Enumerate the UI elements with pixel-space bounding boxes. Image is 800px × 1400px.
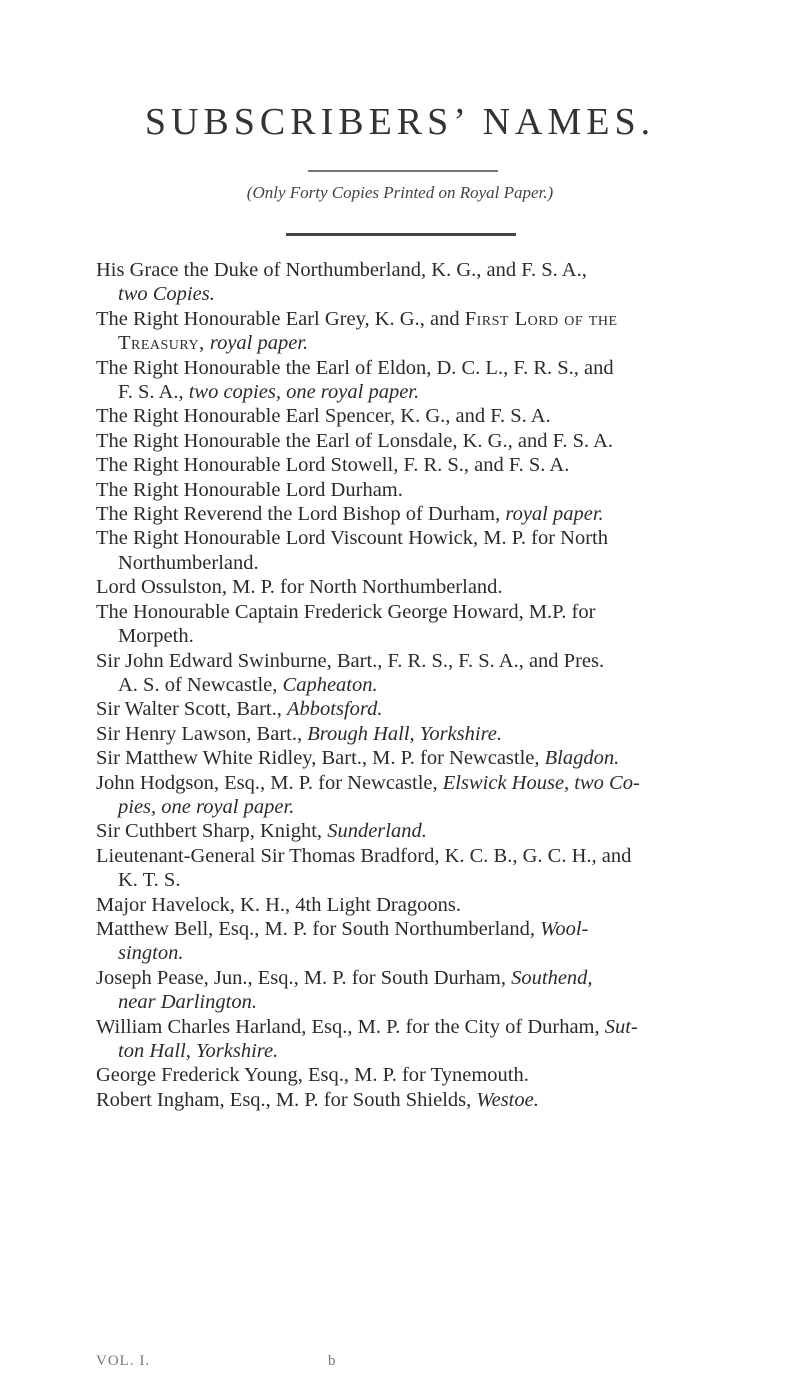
subscriber-entry <box>96 429 736 453</box>
entry-text: The Right Honourable Lord Viscount Howick, M. P. for North Northumberland. <box>96 527 608 574</box>
entry-italic: two Copies. <box>118 283 215 306</box>
entry-text: The Right Honourable the Earl of Eldon, D. C. L., F. R. S., and F. S. A., <box>96 356 614 404</box>
subscriber-entry <box>96 819 736 843</box>
entry-text: Sir Henry Lawson, Bart., <box>96 722 308 745</box>
subscriber-entry <box>96 502 736 526</box>
subscriber-entry <box>96 697 736 721</box>
subscriber-entry <box>96 478 736 502</box>
entry-text: The Honourable Captain Frederick George Howard, M.P. for Morpeth. <box>96 600 596 648</box>
subscriber-entry <box>96 649 736 698</box>
subscriber-entry <box>96 600 736 649</box>
signature-mark: b <box>328 1353 337 1369</box>
subscriber-entry <box>96 575 736 599</box>
entry-text: Robert Ingham, Esq., M. P. for South Shields, <box>96 1088 477 1111</box>
subscriber-entry <box>96 746 736 770</box>
entry-text: The Right Honourable Earl Spencer, K. G., and F. S. A. <box>96 405 551 428</box>
top-rule <box>308 170 498 172</box>
entry-text: Lord Ossulston, M. P. for North Northumberland. <box>96 576 503 599</box>
entry-italic: Brough Hall, Yorkshire. <box>307 722 503 745</box>
entry-text: Lieutenant-General Sir Thomas Bradford, K. C. B., G. C. H., and K. T. S. <box>96 844 632 892</box>
subscriber-entry <box>96 1015 736 1064</box>
subscriber-entry <box>96 1088 736 1112</box>
entry-text: Joseph Pease, Jun., Esq., M. P. for South Durham, <box>96 966 512 989</box>
bottom-rule <box>286 233 516 236</box>
entry-italic: Elswick House, two Co- pies, one royal paper. <box>118 771 640 818</box>
entry-text: John Hodgson, Esq., M. P. for Newcastle, <box>96 771 443 794</box>
entry-text: The Right Honourable Earl Grey, K. G., and <box>96 307 465 330</box>
subscriber-entry <box>96 917 736 966</box>
entry-text: His Grace the Duke of Northumberland, K. G., and F. S. A., <box>96 259 587 281</box>
entry-text: Matthew Bell, Esq., M. P. for South Northumberland, <box>96 917 541 940</box>
entry-text: The Right Honourable Lord Stowell, F. R. S., and F. S. A. <box>96 454 570 477</box>
entry-text: The Right Honourable Lord Durham. <box>96 478 403 501</box>
entry-italic: Abbotsford. <box>287 698 383 721</box>
edition-note: (Only Forty Copies Printed on Royal Paper.) <box>246 183 554 202</box>
entry-italic: two copies, one royal paper. <box>188 381 420 404</box>
entry-italic: Sunderland. <box>327 820 427 843</box>
entry-italic: Wool- sington. <box>118 917 589 965</box>
subscriber-entry <box>96 966 736 1015</box>
subscriber-entry <box>96 526 736 575</box>
volume-label: VOL. I. <box>96 1353 151 1369</box>
entry-italic: Capheaton. <box>282 673 378 696</box>
entry-italic: Blagdon. <box>544 747 620 770</box>
page-title: SUBSCRIBERS’ NAMES. <box>144 101 656 143</box>
subscriber-list <box>96 258 736 1112</box>
subscriber-entry <box>96 307 736 356</box>
subscriber-entry <box>96 771 736 820</box>
entry-text: The Right Reverend the Lord Bishop of Durham, <box>96 503 506 526</box>
page-footer <box>96 1353 496 1370</box>
entry-italic: Westoe. <box>476 1088 539 1111</box>
entry-text: Sir Cuthbert Sharp, Knight, <box>96 820 328 843</box>
entry-text: William Charles Harland, Esq., M. P. for the City of Durham, <box>96 1015 605 1038</box>
entry-italic: royal paper. <box>505 503 604 526</box>
entry-text: Major Havelock, K. H., 4th Light Dragoons. <box>96 893 461 916</box>
subscriber-entry <box>96 258 736 307</box>
subscriber-entry <box>96 844 736 893</box>
entry-text: Sir John Edward Swinburne, Bart., F. R. S., F. S. A., and Pres. A. S. of Newcastle, <box>96 649 605 696</box>
subscriber-entry <box>96 1063 736 1087</box>
entry-text: George Frederick Young, Esq., M. P. for Tynemouth. <box>96 1064 529 1087</box>
subscriber-entry <box>96 404 736 428</box>
subscriber-entry <box>96 356 736 405</box>
subscriber-entry <box>96 893 736 917</box>
entry-text: Sir Walter Scott, Bart., <box>96 698 287 721</box>
entry-italic: royal paper. <box>204 332 309 355</box>
entry-italic: Sut- ton Hall, Yorkshire. <box>118 1015 638 1062</box>
entry-italic: Southend, near Darlington. <box>118 966 593 1014</box>
entry-text: Sir Matthew White Ridley, Bart., M. P. for Newcastle, <box>96 747 545 770</box>
entry-smallcaps: First Lord of the Treasury, <box>118 307 618 355</box>
subscriber-entry <box>96 722 736 746</box>
subscriber-entry <box>96 453 736 477</box>
entry-text: The Right Honourable the Earl of Lonsdale, K. G., and F. S. A. <box>96 429 614 452</box>
